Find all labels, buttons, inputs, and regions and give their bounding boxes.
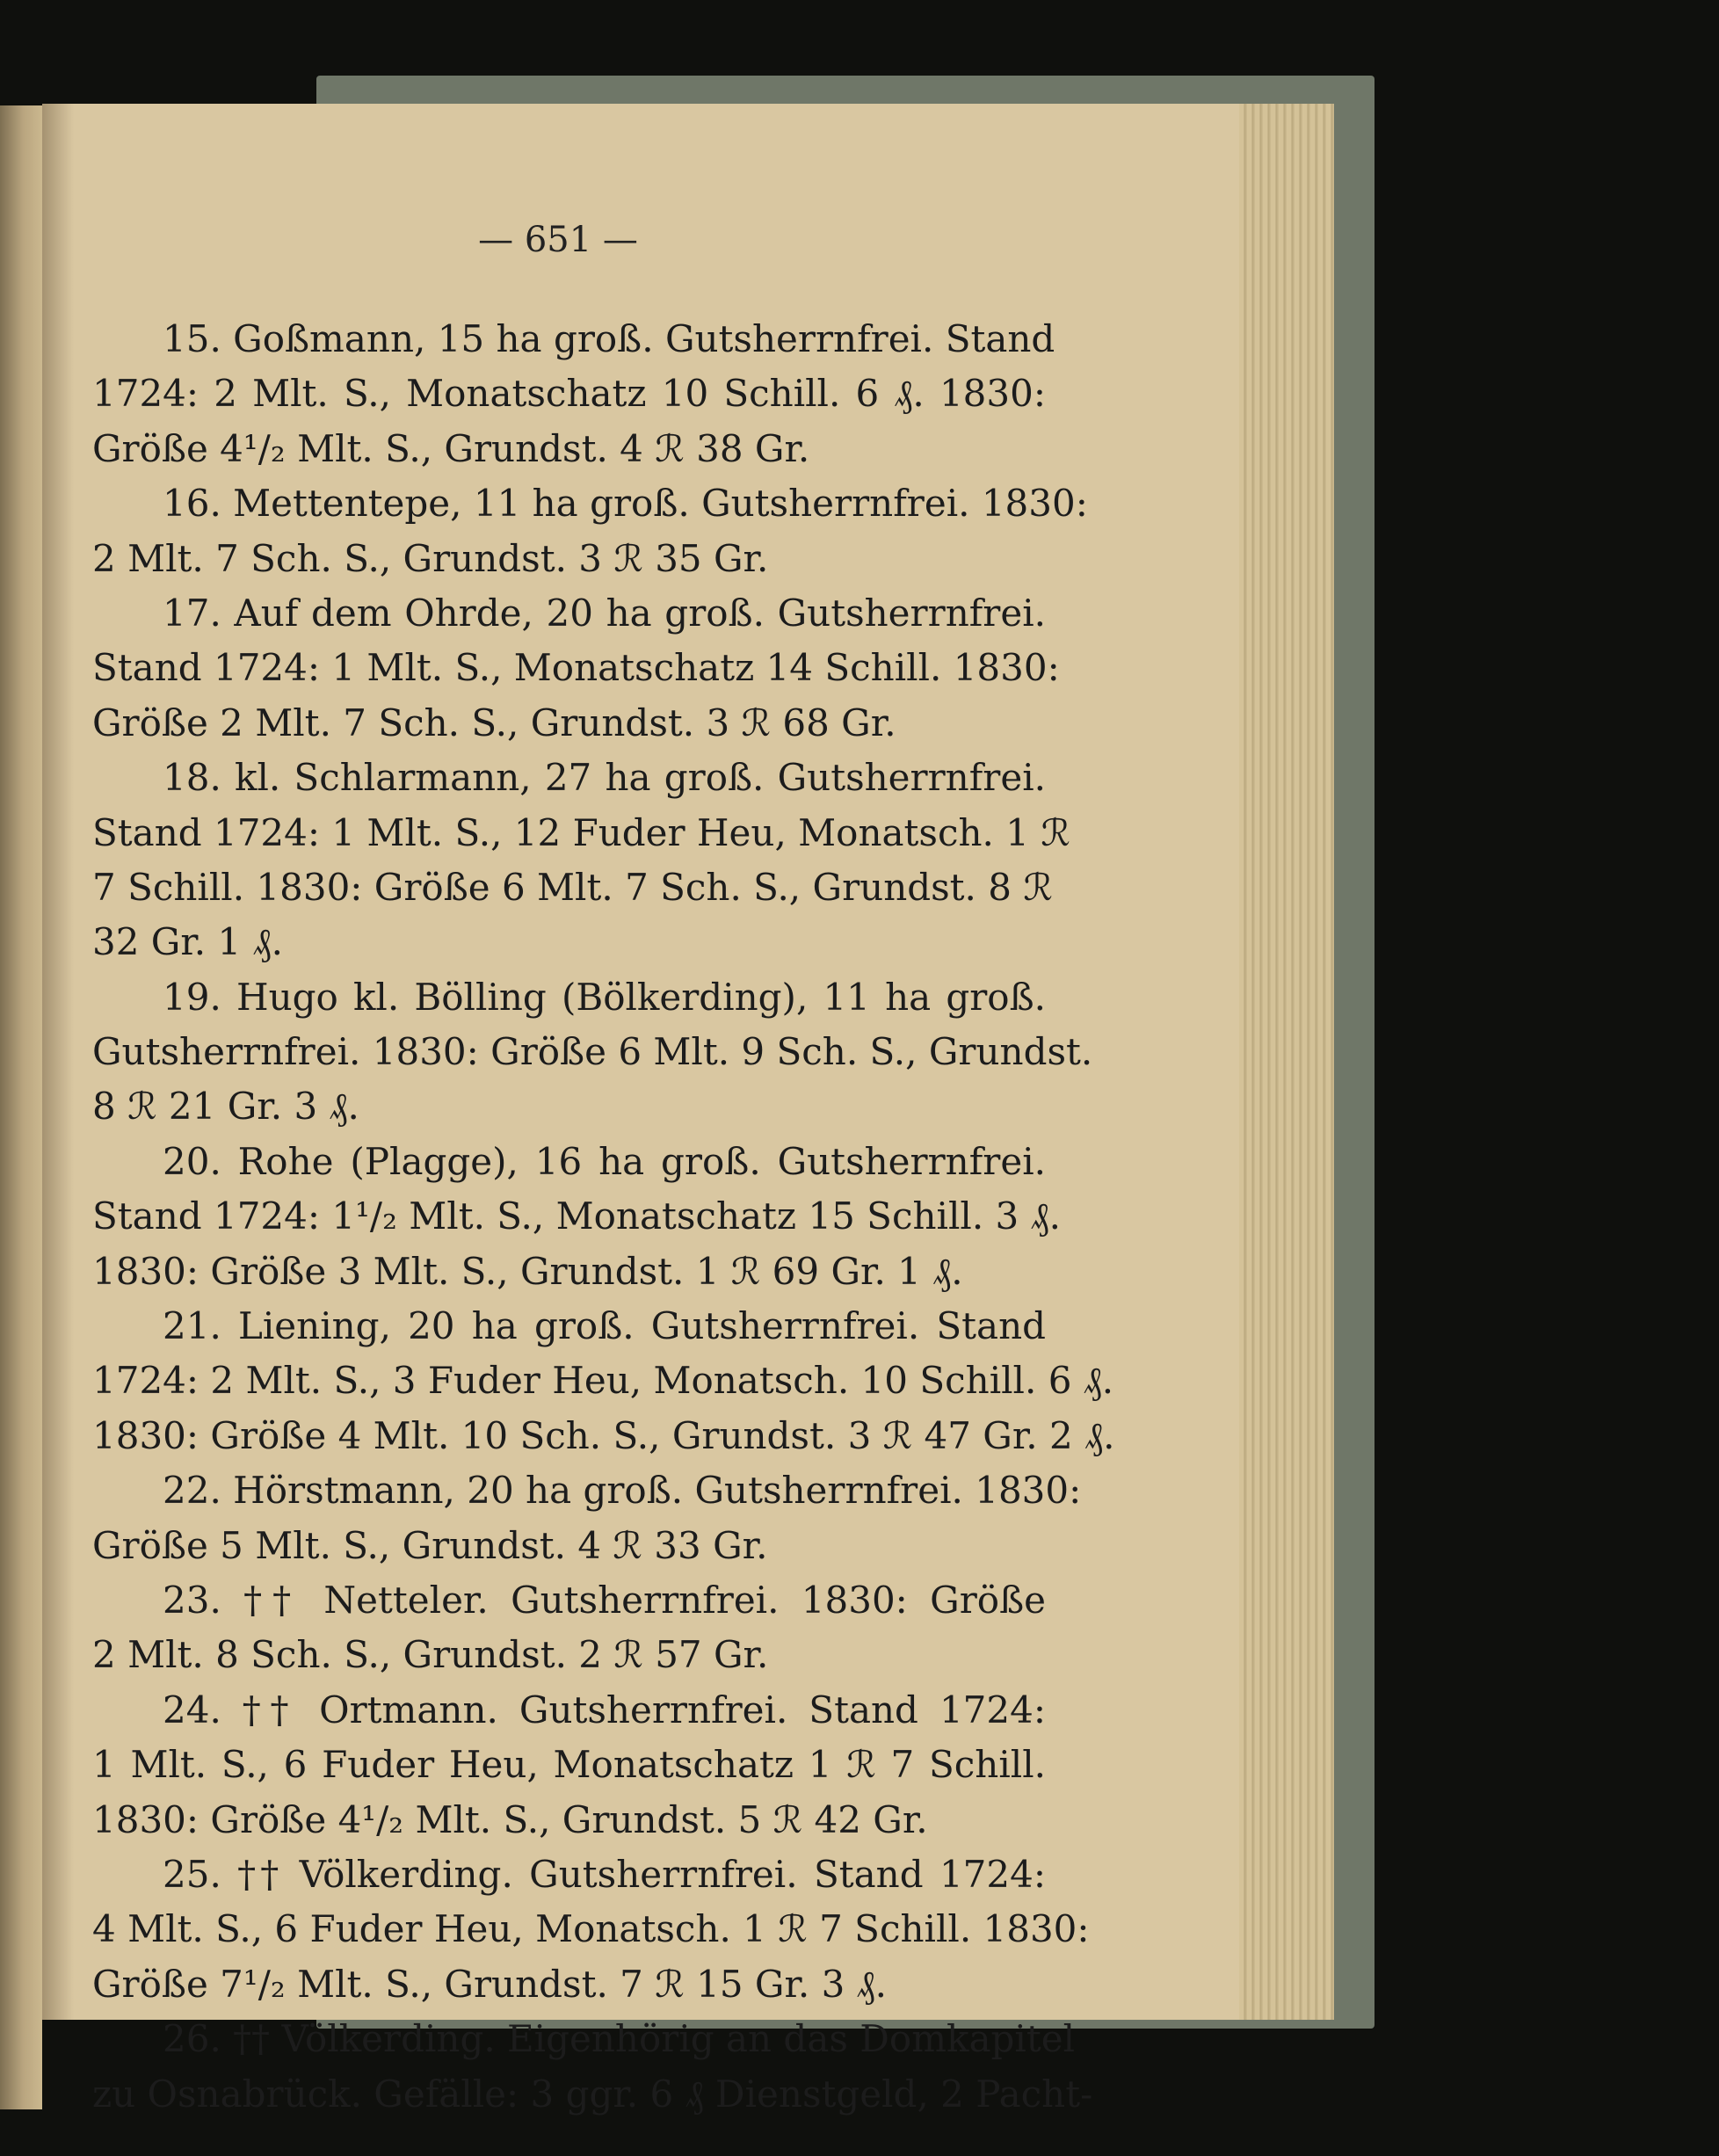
text-line: Stand 1724: 1¹/₂ Mlt. S., Monatschatz 15 Schill. 3 ₰. — [92, 1194, 1061, 1238]
text-line: zu Osnabrück. Gefälle: 3 ggr. 6 ₰ Dienstgeld, 2 Pacht- — [92, 2072, 1093, 2116]
text-line: 1830: Größe 3 Mlt. S., Grundst. 1 ℛ 69 Gr. 1 ₰. — [92, 1249, 963, 1293]
text-line: 1724: 2 Mlt. S., 3 Fuder Heu, Monatsch. 10 Schill. 6 ₰. — [92, 1359, 1114, 1403]
text-line: Gutsherrnfrei. 1830: Größe 6 Mlt. 9 Sch. S., Grundst. — [92, 1030, 1093, 1074]
text-line: 1830: Größe 4¹/₂ Mlt. S., Grundst. 5 ℛ 42 Gr. — [92, 1797, 928, 1841]
page-text — [92, 312, 1115, 2122]
text-line: 25. †† Völkerding. Gutsherrnfrei. Stand 1724: — [163, 1852, 1046, 1896]
text-line: Stand 1724: 1 Mlt. S., 12 Fuder Heu, Monatsch. 1 ℛ — [92, 810, 1070, 854]
text-line: 1 Mlt. S., 6 Fuder Heu, Monatschatz 1 ℛ 7 Schill. — [92, 1743, 1046, 1787]
text-line: Größe 5 Mlt. S., Grundst. 4 ℛ 33 Gr. — [92, 1523, 768, 1567]
facing-page-edge — [0, 105, 42, 2109]
text-line: 21. Liening, 20 ha groß. Gutsherrnfrei. Stand — [163, 1304, 1046, 1348]
text-line: 1724: 2 Mlt. S., Monatschatz 10 Schill. 6 ₰. 1830: — [92, 372, 1046, 416]
page-edges — [1239, 104, 1334, 2020]
text-line: 2 Mlt. 7 Sch. S., Grundst. 3 ℛ 35 Gr. — [92, 536, 769, 580]
text-line: 15. Goßmann, 15 ha groß. Gutsherrnfrei. Stand — [163, 317, 1055, 360]
text-line: Größe 7¹/₂ Mlt. S., Grundst. 7 ℛ 15 Gr. 3 ₰. — [92, 1962, 888, 2006]
text-line: 24. †† Ortmann. Gutsherrnfrei. Stand 1724: — [163, 1688, 1046, 1731]
text-line: 1830: Größe 4 Mlt. 10 Sch. S., Grundst. 3 ℛ 47 Gr. 2 ₰. — [92, 1413, 1115, 1457]
text-line: 2 Mlt. 8 Sch. S., Grundst. 2 ℛ 57 Gr. — [92, 1633, 769, 1677]
text-line: 16. Mettentepe, 11 ha groß. Gutsherrnfrei. 1830: — [163, 482, 1088, 526]
text-line: 4 Mlt. S., 6 Fuder Heu, Monatsch. 1 ℛ 7 Schill. 1830: — [92, 1907, 1090, 1951]
text-line: 7 Schill. 1830: Größe 6 Mlt. 7 Sch. S., Grundst. 8 ℛ — [92, 865, 1053, 909]
text-line: 18. kl. Schlarmann, 27 ha groß. Gutsherrnfrei. — [163, 756, 1046, 800]
text-line: 17. Auf dem Ohrde, 20 ha groß. Gutsherrnfrei. — [163, 591, 1046, 635]
text-line: 8 ℛ 21 Gr. 3 ₰. — [92, 1085, 359, 1129]
text-line: 23. †† Netteler. Gutsherrnfrei. 1830: Größe — [163, 1578, 1046, 1622]
text-line: 19. Hugo kl. Bölling (Bölkerding), 11 ha groß. — [163, 975, 1046, 1019]
text-line: 20. Rohe (Plagge), 16 ha groß. Gutsherrnfrei. — [163, 1139, 1046, 1183]
text-line: 26. †† Völkerding. Eigenhörig an das Domkapitel — [163, 2017, 1076, 2061]
page-number: — 651 — — [478, 220, 638, 260]
text-line: 22. Hörstmann, 20 ha groß. Gutsherrnfrei. 1830: — [163, 1469, 1082, 1513]
text-line: Größe 4¹/₂ Mlt. S., Grundst. 4 ℛ 38 Gr. — [92, 426, 810, 470]
page-gutter — [42, 104, 74, 2020]
text-line: 32 Gr. 1 ₰. — [92, 920, 283, 964]
text-line: Stand 1724: 1 Mlt. S., Monatschatz 14 Schill. 1830: — [92, 646, 1060, 690]
text-line: Größe 2 Mlt. 7 Sch. S., Grundst. 3 ℛ 68 Gr. — [92, 701, 896, 744]
